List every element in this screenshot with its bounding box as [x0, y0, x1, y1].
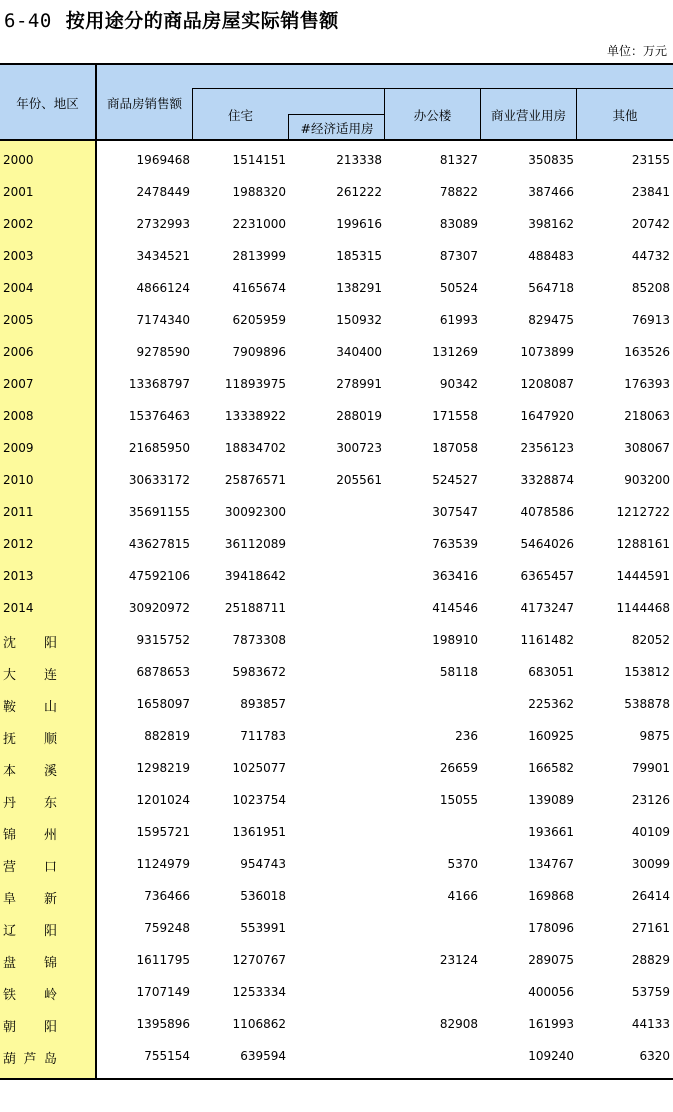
cell-other: 538878	[624, 697, 670, 711]
row-label: 2000	[3, 153, 34, 167]
cell-residential: 1106862	[232, 1017, 286, 1031]
cell-residential: 18834702	[224, 441, 286, 455]
cell-other: 20742	[631, 217, 670, 231]
cell-other: 26414	[631, 889, 670, 903]
cell-commercial: 3328874	[520, 473, 574, 487]
header-office: 办公楼	[413, 108, 452, 123]
cell-affordable: 278991	[336, 377, 382, 391]
cell-affordable: 288019	[336, 409, 382, 423]
table-row	[0, 270, 673, 302]
cell-affordable: 199616	[336, 217, 382, 231]
cell-residential: 39418642	[224, 569, 286, 583]
row-label: 丹 东	[3, 796, 57, 811]
table-row	[0, 782, 673, 814]
cell-office: 23124	[439, 953, 478, 967]
header-other: 其他	[612, 108, 638, 123]
cell-commercial: 387466	[528, 185, 574, 199]
row-label: 2008	[3, 409, 34, 423]
cell-total: 1395896	[136, 1017, 190, 1031]
cell-office: 131269	[432, 345, 478, 359]
cell-residential: 11893975	[224, 377, 286, 391]
cell-total: 6878653	[136, 665, 190, 679]
table-row	[0, 334, 673, 366]
cell-commercial: 350835	[528, 153, 574, 167]
cell-other: 27161	[631, 921, 670, 935]
cell-office: 87307	[439, 249, 478, 263]
table-row	[0, 206, 673, 238]
table-row	[0, 142, 673, 174]
row-label: 2006	[3, 345, 34, 359]
cell-other: 1288161	[616, 537, 670, 551]
table-row	[0, 174, 673, 206]
cell-affordable: 340400	[336, 345, 382, 359]
header-total: 商品房销售额	[106, 96, 182, 111]
cell-commercial: 488483	[528, 249, 574, 263]
table-row	[0, 654, 673, 686]
cell-total: 35691155	[128, 505, 190, 519]
row-label: 沈 阳	[3, 636, 57, 651]
row-label: 2002	[3, 217, 34, 231]
cell-total: 1707149	[136, 985, 190, 999]
cell-office: 187058	[432, 441, 478, 455]
cell-affordable: 138291	[336, 281, 382, 295]
cell-other: 23126	[631, 793, 670, 807]
table-row	[0, 398, 673, 430]
cell-total: 1658097	[136, 697, 190, 711]
cell-office: 26659	[439, 761, 478, 775]
table-row	[0, 942, 673, 974]
row-label: 2009	[3, 441, 34, 455]
cell-total: 47592106	[128, 569, 190, 583]
cell-total: 1124979	[136, 857, 190, 871]
cell-residential: 1025077	[232, 761, 286, 775]
cell-other: 44732	[631, 249, 670, 263]
cell-affordable: 150932	[336, 313, 382, 327]
cell-other: 79901	[631, 761, 670, 775]
table-row	[0, 526, 673, 558]
cell-other: 1144468	[616, 601, 670, 615]
cell-commercial: 1161482	[520, 633, 574, 647]
cell-commercial: 134767	[528, 857, 574, 871]
cell-office: 363416	[432, 569, 478, 583]
cell-residential: 639594	[240, 1049, 286, 1063]
row-label: 2001	[3, 185, 34, 199]
table-row	[0, 750, 673, 782]
cell-total: 1201024	[136, 793, 190, 807]
cell-other: 176393	[624, 377, 670, 391]
unit-label: 单位：万元	[606, 44, 667, 58]
cell-commercial: 1647920	[520, 409, 574, 423]
cell-residential: 536018	[240, 889, 286, 903]
cell-residential: 6205959	[232, 313, 286, 327]
table-row	[0, 238, 673, 270]
row-label: 盘 锦	[3, 956, 57, 971]
row-label: 2013	[3, 569, 34, 583]
cell-residential: 2813999	[232, 249, 286, 263]
cell-other: 163526	[624, 345, 670, 359]
cell-commercial: 400056	[528, 985, 574, 999]
cell-total: 3434521	[136, 249, 190, 263]
cell-commercial: 6365457	[520, 569, 574, 583]
table-row	[0, 494, 673, 526]
table-row	[0, 878, 673, 910]
cell-residential: 25188711	[224, 601, 286, 615]
cell-commercial: 166582	[528, 761, 574, 775]
cell-office: 4166	[447, 889, 478, 903]
row-label: 锦 州	[3, 828, 57, 843]
row-label: 朝 阳	[3, 1020, 57, 1035]
cell-commercial: 1073899	[520, 345, 574, 359]
cell-other: 9875	[639, 729, 670, 743]
table-row	[0, 430, 673, 462]
cell-other: 1212722	[616, 505, 670, 519]
cell-office: 414546	[432, 601, 478, 615]
table-row	[0, 622, 673, 654]
cell-residential: 1988320	[232, 185, 286, 199]
row-label: 2014	[3, 601, 34, 615]
cell-residential: 36112089	[224, 537, 286, 551]
header-residential: 住宅	[227, 108, 253, 123]
cell-other: 82052	[631, 633, 670, 647]
cell-total: 1611795	[136, 953, 190, 967]
row-label: 大 连	[3, 668, 57, 683]
cell-other: 23155	[631, 153, 670, 167]
cell-residential: 893857	[240, 697, 286, 711]
row-label: 2007	[3, 377, 34, 391]
cell-commercial: 4078586	[520, 505, 574, 519]
header-affordable: #经济适用房	[300, 121, 374, 136]
row-label: 2003	[3, 249, 34, 263]
cell-commercial: 4173247	[520, 601, 574, 615]
row-label: 抚 顺	[3, 732, 57, 747]
cell-total: 755154	[144, 1049, 190, 1063]
cell-residential: 954743	[240, 857, 286, 871]
table-header	[0, 63, 673, 141]
cell-affordable: 300723	[336, 441, 382, 455]
cell-commercial: 829475	[528, 313, 574, 327]
cell-other: 28829	[631, 953, 670, 967]
cell-total: 13368797	[128, 377, 190, 391]
cell-office: 58118	[439, 665, 478, 679]
cell-other: 76913	[631, 313, 670, 327]
cell-total: 736466	[144, 889, 190, 903]
cell-other: 1444591	[616, 569, 670, 583]
table-row	[0, 1006, 673, 1038]
table-row	[0, 590, 673, 622]
table-row	[0, 846, 673, 878]
cell-other: 85208	[631, 281, 670, 295]
cell-total: 30920972	[128, 601, 190, 615]
row-label: 2011	[3, 505, 34, 519]
table-body	[0, 142, 673, 1070]
cell-commercial: 5464026	[520, 537, 574, 551]
cell-office: 5370	[447, 857, 478, 871]
cell-total: 30633172	[128, 473, 190, 487]
cell-residential: 553991	[240, 921, 286, 935]
cell-total: 1969468	[136, 153, 190, 167]
cell-other: 153812	[624, 665, 670, 679]
cell-total: 2732993	[136, 217, 190, 231]
cell-total: 9315752	[136, 633, 190, 647]
table-row	[0, 718, 673, 750]
cell-residential: 7909896	[232, 345, 286, 359]
cell-residential: 2231000	[232, 217, 286, 231]
cell-commercial: 289075	[528, 953, 574, 967]
table-row	[0, 462, 673, 494]
table-row	[0, 974, 673, 1006]
cell-commercial: 193661	[528, 825, 574, 839]
cell-affordable: 213338	[336, 153, 382, 167]
row-label: 2010	[3, 473, 34, 487]
cell-total: 882819	[144, 729, 190, 743]
row-label: 鞍 山	[3, 700, 57, 715]
cell-residential: 13338922	[224, 409, 286, 423]
cell-other: 218063	[624, 409, 670, 423]
cell-other: 30099	[631, 857, 670, 871]
row-label: 辽 阳	[3, 924, 57, 939]
cell-office: 236	[455, 729, 478, 743]
cell-commercial: 398162	[528, 217, 574, 231]
table-row	[0, 558, 673, 590]
cell-other: 40109	[631, 825, 670, 839]
row-label: 铁 岭	[3, 988, 57, 1003]
cell-affordable: 261222	[336, 185, 382, 199]
cell-commercial: 564718	[528, 281, 574, 295]
table-row	[0, 910, 673, 942]
table-row	[0, 302, 673, 334]
cell-residential: 7873308	[232, 633, 286, 647]
cell-total: 2478449	[136, 185, 190, 199]
cell-office: 83089	[439, 217, 478, 231]
cell-residential: 4165674	[232, 281, 286, 295]
cell-residential: 1361951	[232, 825, 286, 839]
cell-office: 90342	[439, 377, 478, 391]
cell-office: 78822	[439, 185, 478, 199]
cell-total: 759248	[144, 921, 190, 935]
table-row	[0, 686, 673, 718]
cell-total: 15376463	[128, 409, 190, 423]
cell-office: 82908	[439, 1017, 478, 1031]
cell-residential: 1270767	[232, 953, 286, 967]
cell-commercial: 225362	[528, 697, 574, 711]
cell-other: 53759	[631, 985, 670, 999]
cell-office: 50524	[439, 281, 478, 295]
table-bottom-border	[0, 1078, 673, 1080]
cell-total: 9278590	[136, 345, 190, 359]
cell-other: 308067	[624, 441, 670, 455]
cell-other: 23841	[631, 185, 670, 199]
cell-commercial: 169868	[528, 889, 574, 903]
cell-residential: 30092300	[224, 505, 286, 519]
cell-total: 4866124	[136, 281, 190, 295]
cell-total: 1298219	[136, 761, 190, 775]
row-label: 2012	[3, 537, 34, 551]
cell-office: 15055	[439, 793, 478, 807]
cell-office: 198910	[432, 633, 478, 647]
cell-commercial: 139089	[528, 793, 574, 807]
cell-office: 763539	[432, 537, 478, 551]
cell-residential: 1514151	[232, 153, 286, 167]
cell-total: 7174340	[136, 313, 190, 327]
cell-commercial: 2356123	[520, 441, 574, 455]
cell-office: 524527	[432, 473, 478, 487]
cell-commercial: 109240	[528, 1049, 574, 1063]
cell-affordable: 185315	[336, 249, 382, 263]
cell-commercial: 160925	[528, 729, 574, 743]
cell-residential: 25876571	[224, 473, 286, 487]
cell-affordable: 205561	[336, 473, 382, 487]
cell-commercial: 683051	[528, 665, 574, 679]
cell-commercial: 161993	[528, 1017, 574, 1031]
cell-office: 61993	[439, 313, 478, 327]
cell-total: 1595721	[136, 825, 190, 839]
header-region: 年份、地区	[16, 96, 79, 111]
table-title: 按用途分的商品房屋实际销售额	[65, 10, 339, 32]
row-label: 本 溪	[3, 764, 57, 779]
cell-residential: 5983672	[232, 665, 286, 679]
page-title	[4, 6, 339, 30]
row-label: 葫 芦 岛	[3, 1052, 57, 1067]
cell-commercial: 178096	[528, 921, 574, 935]
cell-residential: 711783	[240, 729, 286, 743]
cell-total: 21685950	[128, 441, 190, 455]
row-label: 2005	[3, 313, 34, 327]
table-number: 6-40	[4, 10, 52, 32]
cell-total: 43627815	[128, 537, 190, 551]
row-label: 2004	[3, 281, 34, 295]
table-row	[0, 366, 673, 398]
cell-office: 307547	[432, 505, 478, 519]
table-row	[0, 814, 673, 846]
cell-other: 44133	[631, 1017, 670, 1031]
row-label: 营 口	[3, 860, 57, 875]
cell-other: 903200	[624, 473, 670, 487]
table-row	[0, 1038, 673, 1070]
cell-office: 171558	[432, 409, 478, 423]
cell-office: 81327	[439, 153, 478, 167]
row-label: 阜 新	[3, 892, 57, 907]
header-commercial: 商业营业用房	[490, 108, 566, 123]
cell-commercial: 1208087	[520, 377, 574, 391]
cell-other: 6320	[639, 1049, 670, 1063]
cell-residential: 1023754	[232, 793, 286, 807]
cell-residential: 1253334	[232, 985, 286, 999]
